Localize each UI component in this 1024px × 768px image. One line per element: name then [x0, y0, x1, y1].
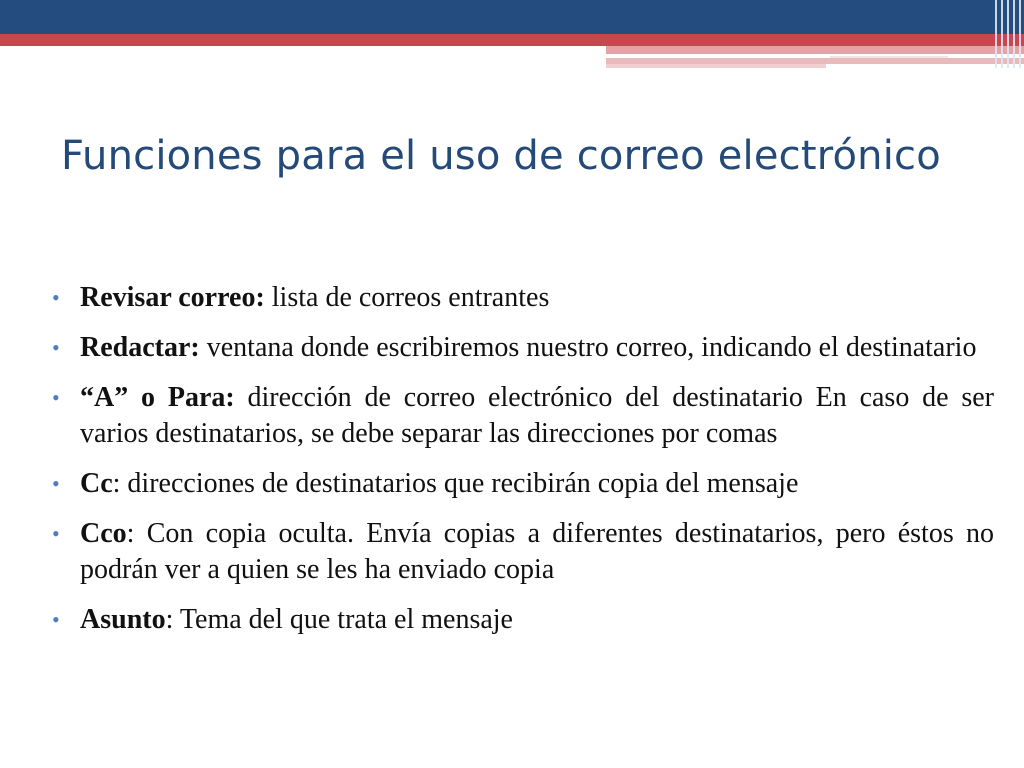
bullet-item-revisar-correo	[48, 280, 994, 316]
decor-vline	[1019, 0, 1021, 68]
bullet-description: : direcciones de destinatarios que recibirán copia del mensaje	[112, 468, 799, 499]
bullet-description: : Con copia oculta. Envía copias a diferentes destinatarios, pero éstos no podrán ver a quien se les ha enviado copia	[80, 518, 994, 585]
decor-vline	[1013, 0, 1015, 68]
bullet-term: Cc	[80, 468, 113, 499]
bullet-item-cco	[48, 516, 994, 588]
slide-title: Funciones para el uso de correo electrónico	[61, 133, 941, 179]
bullet-term: Cco	[80, 518, 127, 549]
top-band-red	[0, 34, 1024, 46]
top-band-pink-3	[606, 64, 826, 68]
bullet-icon: •	[52, 385, 60, 410]
bullet-item-para	[48, 380, 994, 452]
bullet-icon: •	[52, 335, 60, 360]
top-band-navy	[0, 0, 1024, 34]
bullet-icon: •	[52, 285, 60, 310]
bullet-term: Asunto	[80, 604, 166, 635]
bullet-term: “A” o Para:	[80, 382, 235, 413]
decor-vline	[995, 0, 997, 68]
decor-vline	[1001, 0, 1003, 68]
bullet-item-asunto	[48, 602, 994, 638]
bullet-icon: •	[52, 471, 60, 496]
bullet-item-redactar	[48, 330, 994, 366]
decor-vline	[1007, 0, 1009, 68]
bullet-term: Revisar correo:	[80, 282, 265, 313]
bullet-description: ventana donde escribiremos nuestro correo, indicando el destinatario	[199, 332, 977, 363]
bullet-icon: •	[52, 607, 60, 632]
top-band-thin	[830, 56, 948, 58]
bullet-description: lista de correos entrantes	[264, 282, 550, 313]
bullet-item-cc	[48, 466, 994, 502]
bullet-icon: •	[52, 521, 60, 546]
bullet-list	[48, 280, 994, 652]
top-band-pink-1	[606, 46, 1024, 54]
bullet-description: : Tema del que trata el mensaje	[165, 604, 513, 635]
bullet-term: Redactar:	[80, 332, 200, 363]
bullet-description: dirección de correo electrónico del destinatario En caso de ser varios destinatarios, se debe separar las direcciones por comas	[80, 382, 995, 449]
